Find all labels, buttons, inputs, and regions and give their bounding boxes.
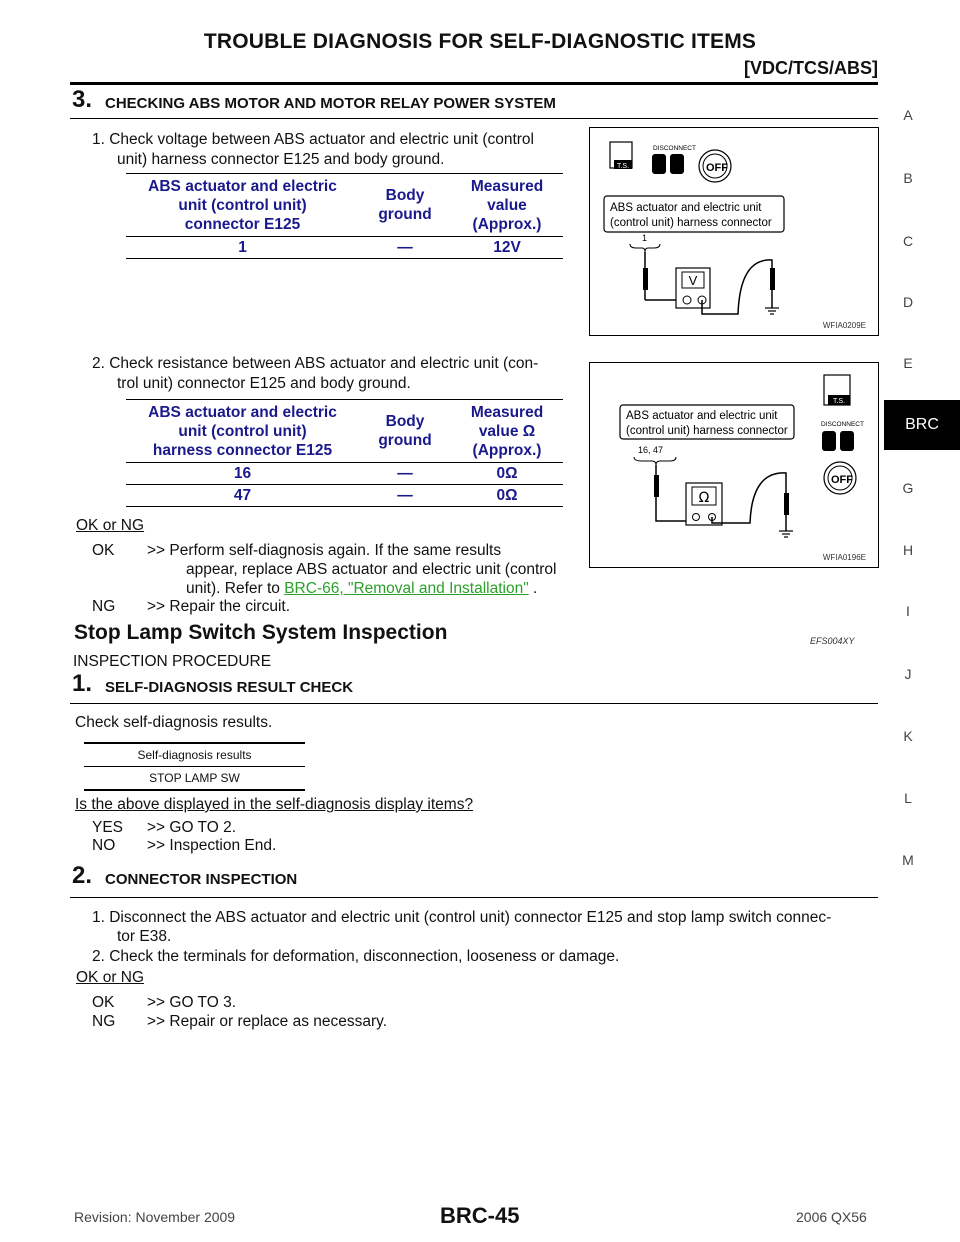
side-index-g[interactable]: G (902, 480, 914, 496)
ts-icon (824, 375, 850, 405)
footer-page-number: BRC-45 (440, 1203, 520, 1228)
voltage-table-header-connector: ABS actuator and electric unit (control unit) connector E125 (126, 174, 359, 237)
step3-ok-text-line1: >> Perform self-diagnosis again. If the same results (147, 542, 502, 559)
side-index-b[interactable]: B (903, 170, 913, 186)
header-rule (70, 82, 878, 85)
voltage-table-header-value: Measured value (Approx.) (451, 174, 563, 237)
step2-rule (70, 897, 878, 898)
side-index-j[interactable]: J (904, 666, 912, 682)
step2-item1-line2: tor E38. (117, 928, 172, 945)
side-index-brc-active[interactable]: BRC (884, 400, 960, 450)
step1-number: 1. (72, 670, 93, 697)
disconnect-icon (821, 421, 864, 451)
table-cell: STOP LAMP SW (84, 767, 305, 791)
off-text: OFF (706, 162, 728, 174)
ts-icon (610, 142, 632, 170)
step2-ok-label: OK (92, 994, 115, 1011)
side-index-a[interactable]: A (903, 107, 913, 123)
step2-ok-text: >> GO TO 3. (147, 994, 237, 1011)
disconnect-text: DISCONNECT (821, 421, 864, 428)
footer-model: 2006 QX56 (796, 1209, 867, 1225)
step2-item2: 2. Check the terminals for deformation, disconnection, looseness or damage. (92, 948, 620, 965)
step3-rule (70, 118, 878, 119)
fig1-code: WFIA0209E (822, 321, 866, 330)
step1-question: Is the above displayed in the self-diagnosis display items? (75, 796, 474, 813)
voltage-table-header-ground: Body ground (359, 174, 451, 237)
step2-title: CONNECTOR INSPECTION (105, 871, 298, 888)
side-index-i[interactable]: I (906, 603, 910, 619)
fig2-label-line1: ABS actuator and electric unit (626, 410, 778, 422)
side-index-m[interactable]: M (902, 852, 914, 868)
step3-ok-label: OK (92, 542, 115, 559)
side-index-e[interactable]: E (903, 355, 913, 371)
step3-ok-text-line3: unit). Refer to BRC-66, "Removal and Installation" . (186, 580, 538, 597)
table-row (126, 237, 563, 259)
section-title: Stop Lamp Switch System Inspection (74, 621, 448, 644)
step1-no-text: >> Inspection End. (147, 837, 277, 854)
resistance-table-header-connector: ABS actuator and electric unit (control unit) harness connector E125 (126, 400, 359, 463)
step3-item2-line1: 2. Check resistance between ABS actuator and electric unit (con- (92, 355, 539, 372)
step3-number: 3. (72, 86, 93, 113)
step1-text: Check self-diagnosis results. (75, 714, 273, 731)
step2-ng-label: NG (92, 1013, 116, 1030)
removal-installation-link[interactable]: BRC-66, "Removal and Installation" (284, 580, 529, 597)
resistance-table-header-ground: Body ground (359, 400, 451, 463)
fig2-meter-label: Ω (698, 490, 710, 506)
resistance-table-header-value: Measured value Ω (Approx.) (451, 400, 563, 463)
fig1-meter-label: V (688, 273, 698, 288)
side-index-k[interactable]: K (903, 728, 913, 744)
table-row (84, 767, 305, 791)
step3-item1-line2: unit) harness connector E125 and body ground. (117, 151, 445, 168)
step1-yes-label: YES (92, 819, 124, 836)
side-index-h[interactable]: H (902, 542, 914, 558)
table-row (126, 485, 563, 507)
ignition-off-icon (824, 462, 856, 494)
step2-ng-text: >> Repair or replace as necessary. (147, 1013, 388, 1030)
step3-item2-line2: trol unit) connector E125 and body ground. (117, 375, 411, 392)
step2-number: 2. (72, 862, 93, 889)
table-cell: — (359, 463, 451, 485)
step3-ok-ng: OK or NG (76, 517, 145, 534)
footer-revision: Revision: November 2009 (74, 1209, 236, 1225)
side-index-d[interactable]: D (902, 294, 914, 310)
step1-rule (70, 703, 878, 704)
table-cell: 0Ω (451, 463, 563, 485)
step3-ok-text-line2: appear, replace ABS actuator and electric unit (control (186, 561, 557, 578)
page-title: TROUBLE DIAGNOSIS FOR SELF-DIAGNOSTIC ITEMS (203, 30, 757, 53)
table-cell: 47 (126, 485, 359, 507)
side-index-l[interactable]: L (904, 790, 912, 806)
fig2-terminal: 16, 47 (638, 445, 664, 455)
off-text: OFF (831, 474, 853, 486)
self-diagnosis-header: Self-diagnosis results (84, 743, 305, 767)
table-cell: — (359, 485, 451, 507)
voltage-table (126, 173, 563, 259)
step3-ng-text: >> Repair the circuit. (147, 598, 291, 615)
inspection-procedure-heading: INSPECTION PROCEDURE (73, 653, 272, 670)
ignition-off-icon (699, 150, 731, 182)
step3-title: CHECKING ABS MOTOR AND MOTOR RELAY POWER SYSTEM (105, 95, 556, 112)
table-row (126, 463, 563, 485)
table-cell: 0Ω (451, 485, 563, 507)
table-cell: — (359, 237, 451, 259)
fig1-label-line1: ABS actuator and electric unit (610, 202, 762, 214)
table-cell: 12V (451, 237, 563, 259)
step1-yes-text: >> GO TO 2. (147, 819, 237, 836)
step1-no-label: NO (92, 837, 116, 854)
voltage-measurement-figure (589, 127, 879, 336)
page-subtitle: [VDC/TCS/ABS] (744, 58, 878, 78)
ts-text: T.S. (832, 398, 846, 405)
step2-item1-line1: 1. Disconnect the ABS actuator and electric unit (control unit) connector E125 and stop lamp switch connec- (92, 909, 832, 926)
section-code: EFS004XY (810, 636, 855, 646)
table-cell: 1 (126, 237, 359, 259)
step3-item1-line1: 1. Check voltage between ABS actuator and electric unit (control (92, 131, 534, 148)
ts-text: T.S. (616, 163, 630, 170)
step2-ok-ng: OK or NG (76, 969, 145, 986)
disconnect-text: DISCONNECT (653, 145, 696, 152)
resistance-measurement-figure (589, 362, 879, 568)
step1-title: SELF-DIAGNOSIS RESULT CHECK (105, 679, 354, 696)
fig1-label-line2: (control unit) harness connector (610, 217, 772, 229)
side-index-c[interactable]: C (902, 233, 914, 249)
disconnect-icon (652, 145, 696, 174)
fig1-terminal: 1 (642, 233, 648, 243)
self-diagnosis-table (84, 742, 305, 791)
resistance-table (126, 399, 563, 507)
fig2-code: WFIA0196E (822, 553, 866, 562)
step3-ng-label: NG (92, 598, 116, 615)
table-cell: 16 (126, 463, 359, 485)
fig2-label-line2: (control unit) harness connector (626, 425, 788, 437)
